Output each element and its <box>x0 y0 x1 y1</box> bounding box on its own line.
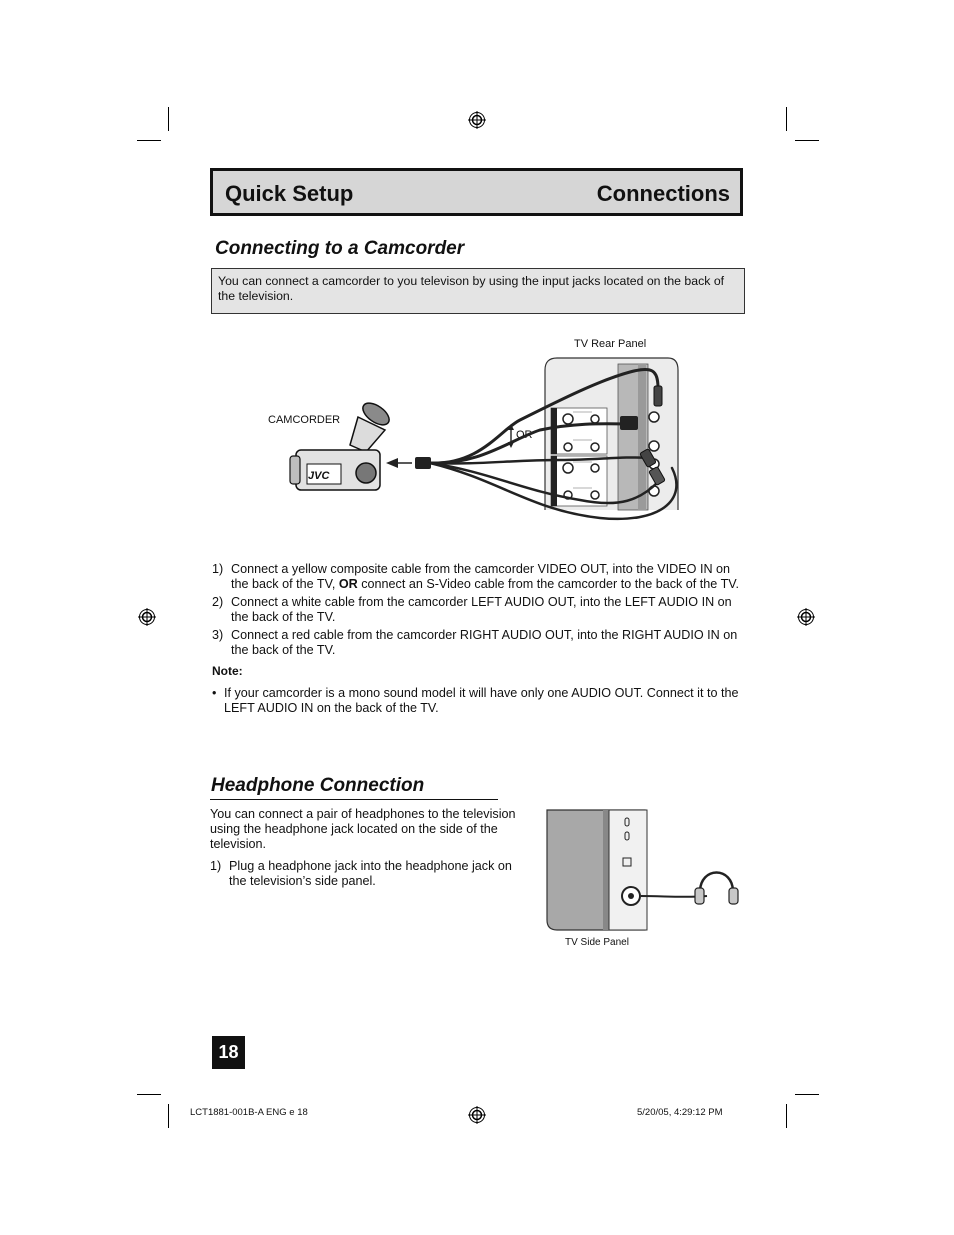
page-header <box>210 168 743 216</box>
rear-panel-label: TV Rear Panel <box>574 338 647 350</box>
camcorder-intro-box: You can connect a camcorder to you televison by using the input jacks located on the back of the television. <box>211 268 745 314</box>
step-text <box>231 595 732 625</box>
step-number: 1) <box>212 562 224 576</box>
camcorder-section-title: Connecting to a Camcorder <box>215 238 465 259</box>
registration-mark-icon <box>797 608 815 626</box>
or-emphasis: OR <box>338 577 358 591</box>
crop-mark <box>168 107 169 131</box>
crop-mark <box>795 1094 819 1095</box>
footer-left: LCT1881-001B-A ENG e 18 <box>190 1107 308 1118</box>
step-text <box>231 628 737 658</box>
step-text <box>231 562 739 592</box>
step-line: the back of the TV, <box>231 577 339 591</box>
step-number: 1) <box>210 859 222 873</box>
note-label: Note: <box>212 664 243 678</box>
step-3 <box>212 628 752 660</box>
brand-logo: JVC <box>308 470 330 482</box>
step-line: the back of the TV. <box>231 610 336 624</box>
headphones-icon <box>641 873 738 905</box>
side-panel-label: TV Side Panel <box>565 937 629 948</box>
arrow-left-icon <box>386 458 412 468</box>
intro-line: using the headphone jack located on the side of the <box>210 822 498 836</box>
header-title-left: Quick Setup <box>225 181 354 206</box>
registration-mark-icon <box>138 608 156 626</box>
camcorder-label: CAMCORDER <box>268 414 341 426</box>
note-line: LEFT AUDIO IN on the back of the TV. <box>224 701 439 715</box>
bullet-icon: • <box>212 686 217 700</box>
intro-line: You can connect a pair of headphones to the television <box>210 807 516 821</box>
headphone-step-1 <box>210 859 530 891</box>
or-label: OR <box>516 429 533 441</box>
header-title-right: Connections <box>596 181 730 206</box>
crop-mark <box>786 1104 787 1128</box>
camcorder-connection-diagram <box>280 350 700 530</box>
step-line: the back of the TV. <box>231 643 336 657</box>
camcorder-icon <box>290 399 393 490</box>
headphone-section-title: Headphone Connection <box>211 775 425 796</box>
note-bullet <box>212 686 752 718</box>
page-number: 18 <box>212 1036 245 1069</box>
step-line: Plug a headphone jack into the headphone jack on <box>229 859 512 873</box>
registration-mark-icon <box>468 111 486 129</box>
note-text <box>224 686 738 716</box>
step-line: connect an S-Video cable from the camcorder to the back of the TV. <box>357 577 740 591</box>
crop-mark <box>168 1104 169 1128</box>
step-1 <box>212 562 752 594</box>
footer-right: 5/20/05, 4:29:12 PM <box>637 1107 723 1118</box>
intro-line: television. <box>210 837 267 851</box>
section-rule <box>210 799 498 800</box>
step-number: 2) <box>212 595 224 609</box>
step-number: 3) <box>212 628 224 642</box>
headphone-intro <box>210 807 530 853</box>
step-line: the television’s side panel. <box>229 874 376 888</box>
step-2 <box>212 595 752 627</box>
step-line: Connect a red cable from the camcorder RIGHT AUDIO OUT, into the RIGHT AUDIO IN on <box>231 628 738 642</box>
tv-side-panel <box>547 810 647 930</box>
note-line: If your camcorder is a mono sound model it will have only one AUDIO OUT. Connect it to the <box>224 686 739 700</box>
crop-mark <box>786 107 787 131</box>
step-line: Connect a yellow composite cable from the camcorder VIDEO OUT, into the VIDEO IN on <box>231 562 731 576</box>
registration-mark-icon <box>468 1106 486 1124</box>
crop-mark <box>137 1094 161 1095</box>
crop-mark <box>137 140 161 141</box>
headphone-connection-diagram <box>545 808 740 933</box>
step-text <box>229 859 512 889</box>
crop-mark <box>795 140 819 141</box>
step-line: Connect a white cable from the camcorder LEFT AUDIO OUT, into the LEFT AUDIO IN on <box>231 595 732 609</box>
